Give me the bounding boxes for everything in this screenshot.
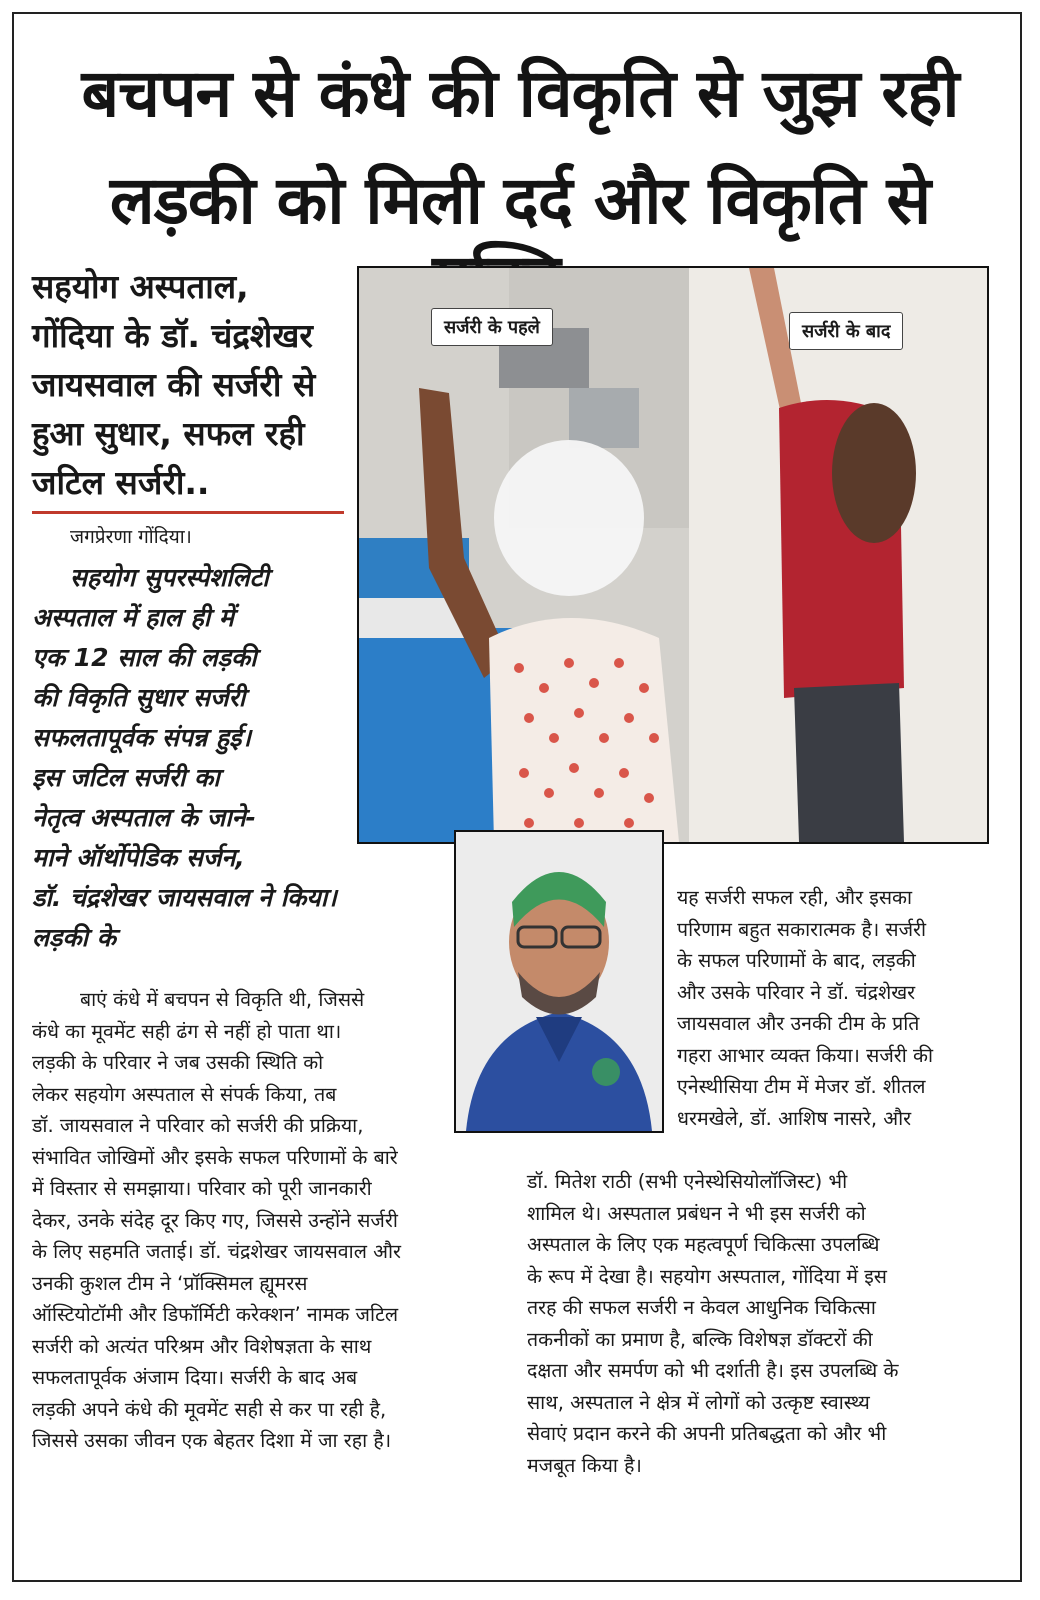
doctor-portrait [454, 830, 664, 1133]
body-line: दक्षता और समर्पण को भी दर्शाती है। इस उपलब्धि के [527, 1359, 899, 1382]
subhead-line: हुआ सुधार, सफल रही [32, 414, 305, 453]
body-line: तरह की सफल सर्जरी न केवल आधुनिक चिकित्सा [527, 1296, 876, 1319]
body-line: एनेस्थीसिया टीम में मेजर डॉ. शीतल [677, 1075, 926, 1098]
lead-line: सफलतापूर्वक संपन्न हुई। [32, 723, 251, 752]
body-line: लेकर सहयोग अस्पताल से संपर्क किया, तब [32, 1082, 337, 1106]
body-line: के लिए सहमति जताई। डॉ. चंद्रशेखर जायसवाल और [32, 1240, 402, 1263]
lead-line: सहयोग सुपरस्पेशलिटी [70, 563, 269, 592]
body-line: कंधे का मूवमेंट सही ढंग से नहीं हो पाता था। [32, 1019, 342, 1043]
lead-line: एक 12 साल की लड़की [32, 643, 257, 672]
after-photo-illustration [689, 268, 987, 842]
lead-line: इस जटिल सर्जरी का [32, 763, 220, 792]
red-divider [32, 511, 344, 514]
body-line: डॉ. जायसवाल ने परिवार को सर्जरी की प्रक्रिया, [32, 1114, 364, 1137]
body-line: सर्जरी को अत्यंत परिश्रम और विशेषज्ञता के साथ [32, 1334, 372, 1358]
body-line: तकनीकों का प्रमाण है, बल्कि विशेषज्ञ डॉक्टरों की [527, 1327, 873, 1351]
body-line: के सफल परिणामों के बाद, लड़की [677, 949, 916, 972]
body-column-right-upper [677, 882, 997, 1134]
body-line: परिणाम बहुत सकारात्मक है। सर्जरी [677, 917, 927, 941]
body-line: धरमखेले, डॉ. आशिष नासरे, और [677, 1106, 912, 1130]
body-line: लड़की के परिवार ने जब उसकी स्थिति को [32, 1051, 324, 1074]
body-line: और उसके परिवार ने डॉ. चंद्रशेखर [677, 980, 916, 1004]
body-column-right-lower [527, 1166, 997, 1481]
body-line: संभावित जोखिमों और इसके सफल परिणामों के बारे [32, 1145, 398, 1169]
subhead-line: सहयोग अस्पताल, [32, 267, 249, 306]
body-line: बाएं कंधे में बचपन से विकृति थी, जिससे [80, 988, 365, 1011]
body-line: सफलतापूर्वक अंजाम दिया। सर्जरी के बाद अब [32, 1366, 358, 1389]
body-line: सेवाएं प्रदान करने की अपनी प्रतिबद्धता को और भी [527, 1422, 887, 1445]
body-line: जायसवाल और उनकी टीम के प्रति [677, 1012, 920, 1035]
after-surgery-photo [689, 268, 987, 842]
body-line: में विस्तार से समझाया। परिवार को पूरी जानकारी [32, 1177, 372, 1200]
caption-after: सर्जरी के बाद [789, 312, 903, 350]
body-line: मजबूत किया है। [527, 1453, 642, 1477]
lead-line: डॉ. चंद्रशेखर जायसवाल ने किया। [32, 883, 337, 912]
subheadline [32, 262, 352, 507]
body-line: डॉ. मितेश राठी (सभी एनेस्थेसियोलॉजिस्ट) भी [527, 1170, 848, 1193]
headline-line-1: बचपन से कंधे की विकृति से जुझ रही [81, 55, 959, 132]
lead-line: माने ऑर्थोपेडिक सर्जन, [32, 843, 245, 872]
subhead-line: जटिल सर्जरी.. [32, 463, 210, 502]
body-line: के रूप में देखा है। सहयोग अस्पताल, गोंदिया में इस [527, 1264, 887, 1288]
body-line: अस्पताल के लिए एक महत्वपूर्ण चिकित्सा उपलब्धि [527, 1233, 880, 1256]
lead-paragraph [32, 558, 372, 958]
subhead-line: जायसवाल की सर्जरी से [32, 365, 316, 404]
body-line: साथ, अस्पताल ने क्षेत्र में लोगों को उत्कृष्ट स्वास्थ्य [527, 1390, 870, 1414]
before-surgery-photo [359, 268, 689, 842]
lead-line: लड़की के [32, 923, 116, 952]
lead-line: की विकृति सुधार सर्जरी [32, 683, 246, 712]
body-line: देकर, उनके संदेह दूर किए गए, जिससे उन्होंने सर्जरी [32, 1208, 398, 1232]
subhead-line: गोंदिया के डॉ. चंद्रशेखर [32, 316, 313, 355]
body-column-left [32, 984, 492, 1457]
body-line: उनकी कुशल टीम ने ‘प्रॉक्सिमल ह्यूमरस [32, 1271, 308, 1295]
body-line: शामिल थे। अस्पताल प्रबंधन ने भी इस सर्जरी को [527, 1201, 866, 1225]
body-line: जिससे उसका जीवन एक बेहतर दिशा में जा रहा है। [32, 1429, 392, 1452]
dateline: जगप्रेरणा गोंदिया। [70, 526, 192, 548]
body-line: लड़की अपने कंधे की मूवमेंट सही से कर पा रही है, [32, 1397, 387, 1421]
body-line: गहरा आभार व्यक्त किया। सर्जरी की [677, 1043, 934, 1067]
headline-line-2: लड़की को मिली दर्द और विकृति से [109, 162, 931, 239]
lead-line: नेतृत्व अस्पताल के जाने- [32, 803, 256, 832]
before-after-photo [357, 266, 989, 844]
caption-before: सर्जरी के पहले [431, 308, 553, 346]
body-line: यह सर्जरी सफल रही, और इसका [677, 886, 913, 909]
lead-line: अस्पताल में हाल ही में [32, 603, 234, 632]
before-photo-illustration [359, 268, 689, 842]
doctor-portrait-illustration [456, 832, 662, 1131]
body-line: ऑस्टियोटॉमी और डिफॉर्मिटी करेक्शन’ नामक जटिल [32, 1303, 399, 1326]
